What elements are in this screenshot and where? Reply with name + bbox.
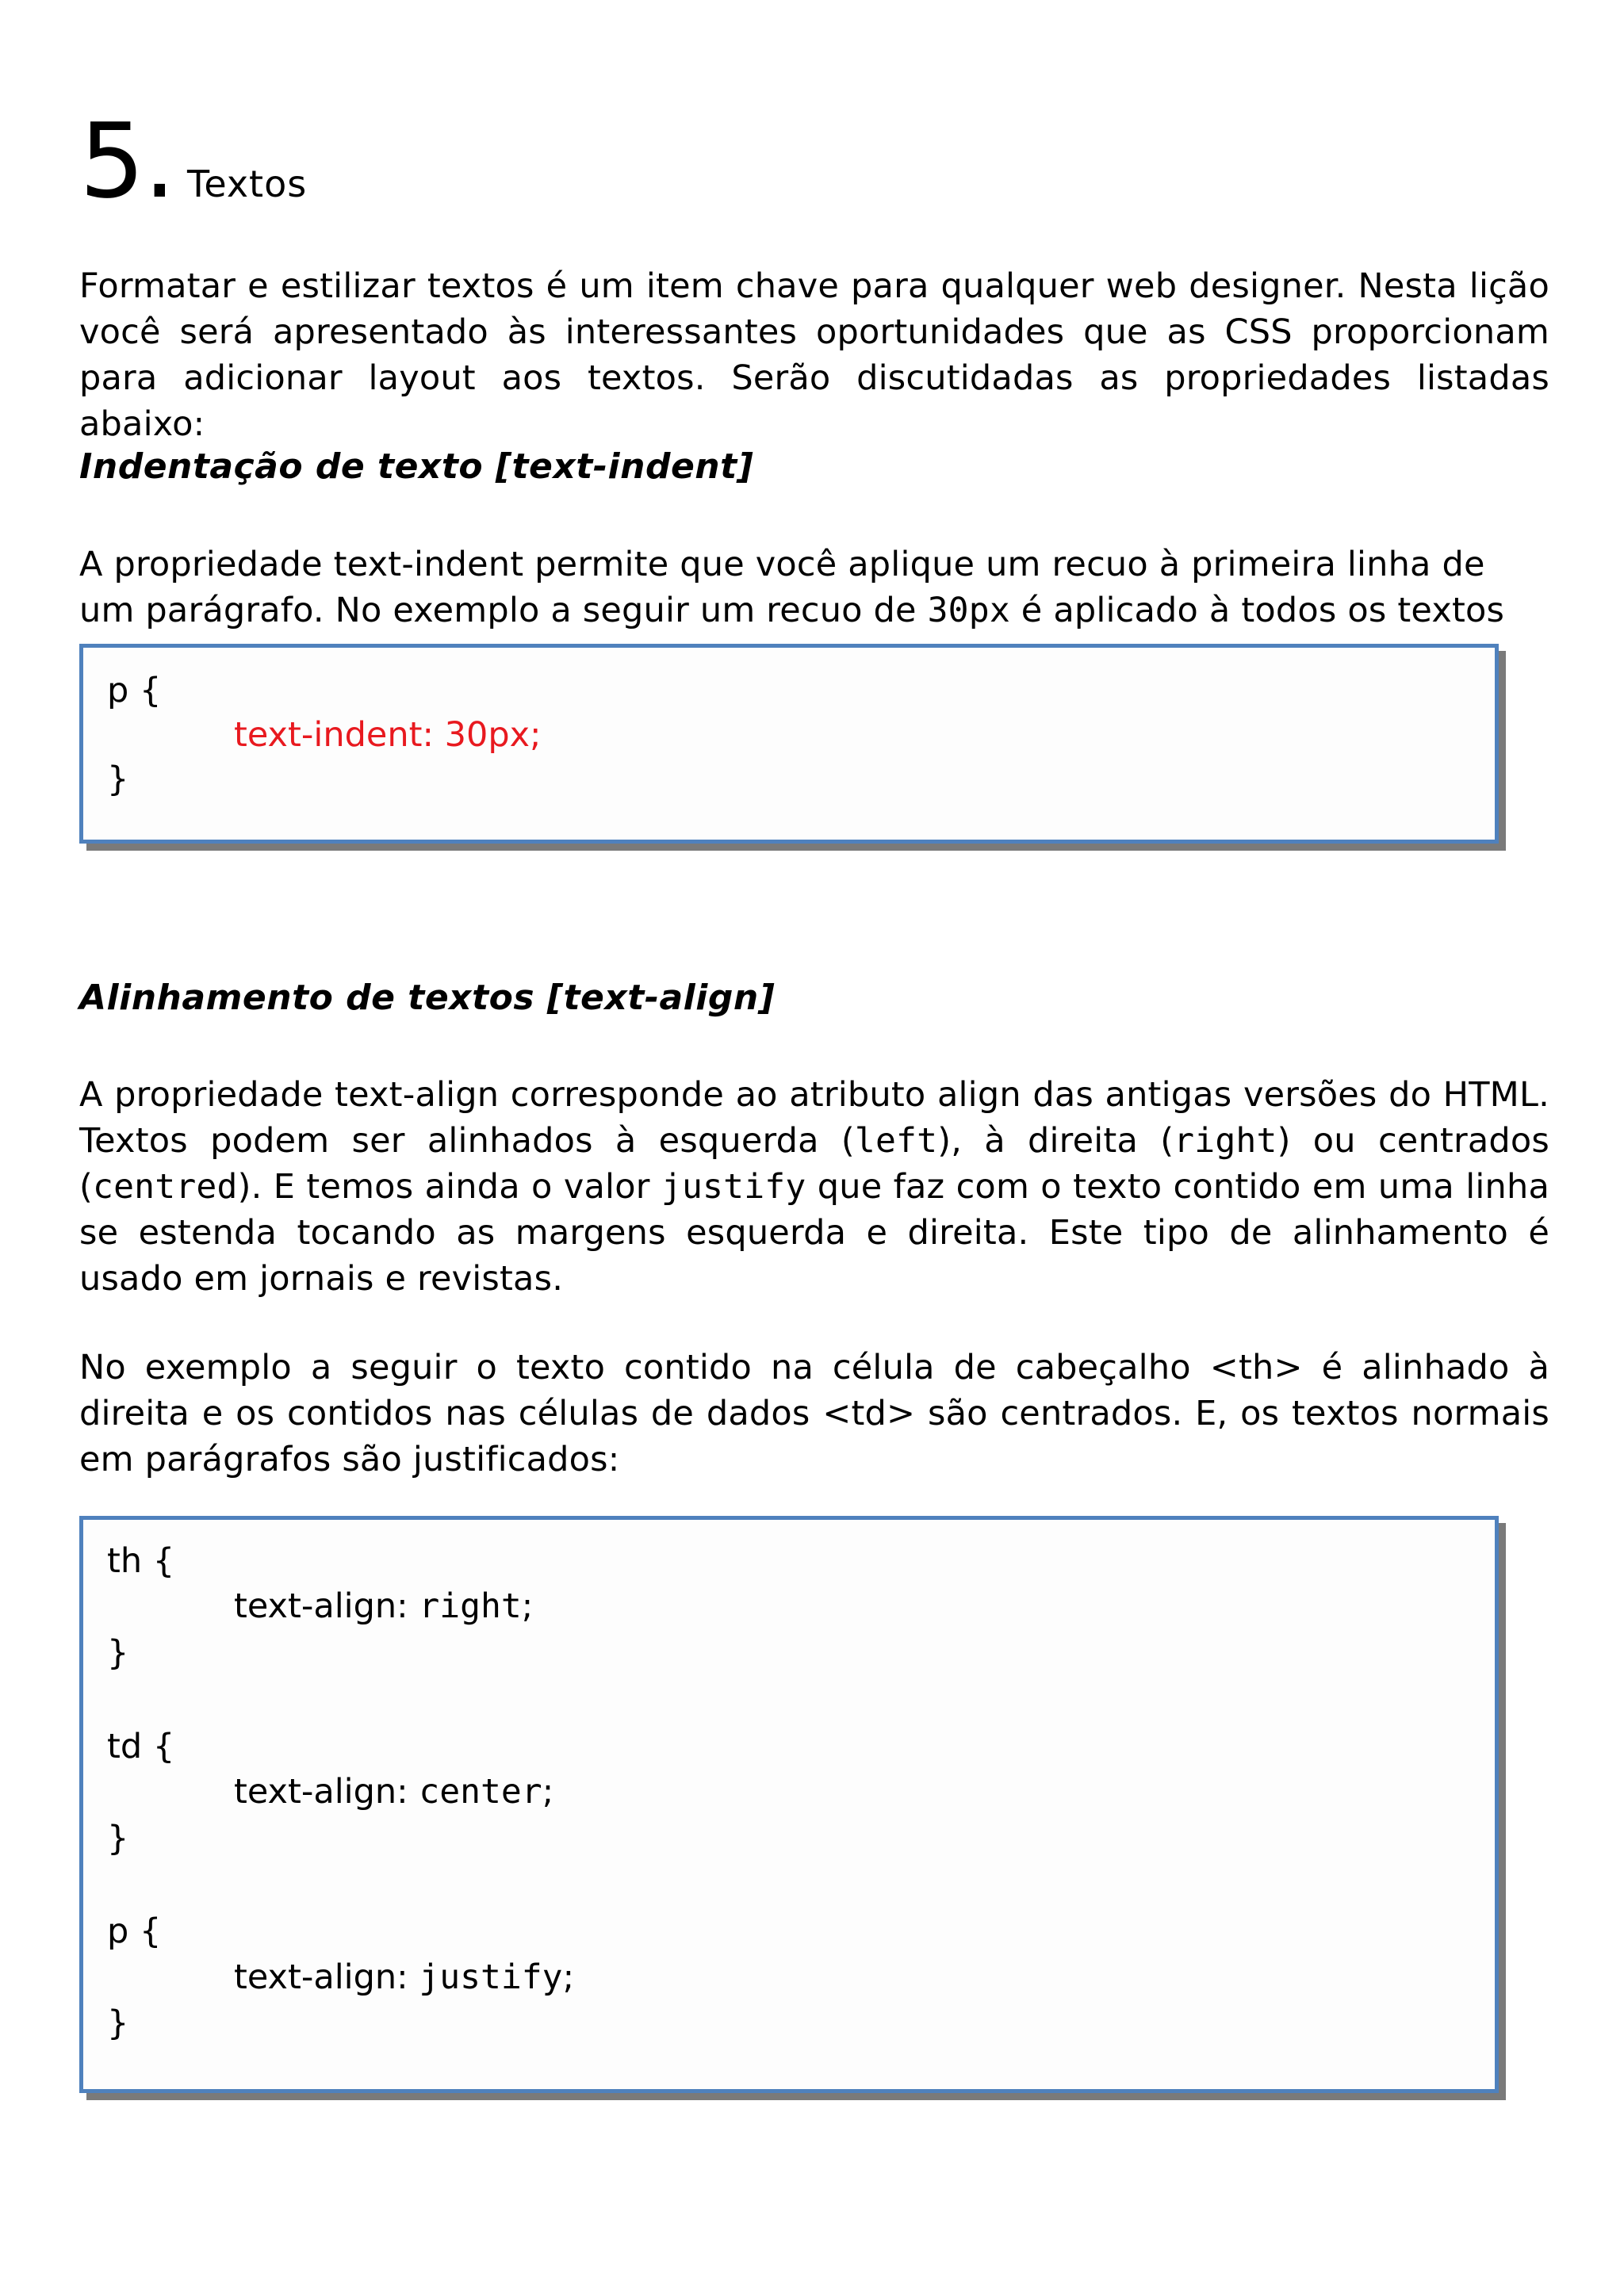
code-block-text-align [79,1516,1499,2093]
chapter-heading [79,101,308,221]
text-indent-paragraph-part: é aplicado à todos os textos [1009,591,1505,630]
code-close-brace: } [107,1633,129,1673]
code-close-brace: } [107,1819,129,1858]
inline-code-centred: centred [92,1167,238,1207]
code-semicolon: ; [521,1586,534,1626]
code-selector-th: th { [107,1541,175,1581]
code-property: text-align: [234,1772,419,1812]
chapter-title: Textos [187,163,308,205]
text-align-paragraph [79,1072,1549,1302]
inline-code-left: left [854,1121,938,1161]
code-close-brace: } [107,760,129,799]
code-block-text-indent [79,644,1499,844]
code-property: text-align: [234,1957,419,1997]
code-property: text-align: [234,1586,419,1626]
text-indent-paragraph [79,541,1549,637]
code-declaration-th [234,1583,533,1629]
code-close-brace: } [107,2003,129,2043]
section-heading-text-align: Alinhamento de textos [text-align] [79,978,776,1018]
text-align-paragraph-part: que faz com o texto contido em uma linha se estenda tocando as margens esquerda e direita. Este tipo de alinhamento é usado em jornais e revistas. [79,1167,1549,1299]
code-declaration-text-indent: text-indent: 30px; [234,715,542,755]
code-selector-p: p { [107,1911,162,1951]
section-heading-text-indent: Indentação de texto [text-indent] [79,446,754,487]
chapter-dot: . [143,101,177,221]
inline-code-right: right [1174,1121,1277,1161]
chapter-number: 5 [79,101,144,221]
code-value-justify: justify [419,1957,563,1997]
code-value-right: right [419,1586,522,1626]
code-declaration-p [234,1954,574,2000]
text-align-paragraph-part: ), à direita ( [937,1121,1174,1161]
code-semicolon: ; [542,1772,554,1812]
text-align-paragraph-part: ). E temos ainda o valor [237,1167,661,1207]
code-semicolon: ; [562,1957,575,1997]
code-selector-p: p { [107,671,162,710]
text-align-paragraph-part: A propriedade text-align corresponde ao atributo align das antigas versões do HTML. Textos podem ser alinhados à esquerda ( [79,1075,1549,1161]
code-selector-td: td { [107,1727,175,1766]
code-declaration-td [234,1769,553,1815]
intro-paragraph: Formatar e estilizar textos é um item chave para qualquer web designer. Nesta lição você será apresentado às interessantes oportunidades que as CSS proporcionam para adicionar layout aos textos. Serão discutidadas as propriedades listadas abaixo: [79,266,1549,444]
inline-code-30px: 30px [927,591,1010,630]
text-align-paragraph-part: ) ou centrados ( [79,1121,1549,1207]
inline-code-justify: justify [661,1167,806,1207]
code-value-center: center [419,1772,542,1812]
text-indent-paragraph-part: A propriedade text-indent permite que você aplique um recuo à primeira linha de um parágrafo. No exemplo a seguir um recuo de [79,545,1485,630]
text-align-example-paragraph: No exemplo a seguir o texto contido na célula de cabeçalho <th> é alinhado à direita e os contidos nas células de dados <td> são centrados. E, os textos normais em parágrafos são justificados: [79,1348,1549,1479]
